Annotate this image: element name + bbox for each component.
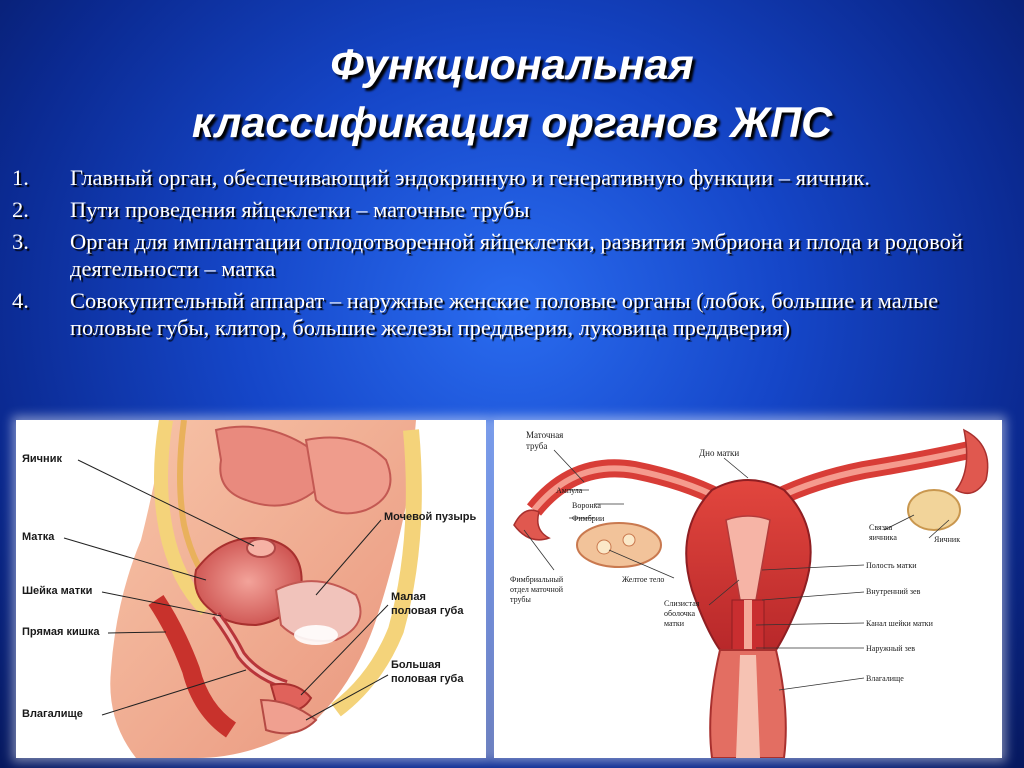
list-item <box>12 287 1012 341</box>
label-vagina: Влагалище <box>22 708 83 720</box>
label-internal-os: Внутренний зев <box>866 587 921 596</box>
label-mucosa-2: оболочка <box>664 609 696 618</box>
label-ovary: Яичник <box>22 453 62 465</box>
label-external-os: Наружный зев <box>866 644 916 653</box>
label-fimbrial-3: трубы <box>510 595 531 604</box>
label-tube-1: Маточная <box>526 430 564 440</box>
label-fimbriae: Фимбрии <box>572 514 605 523</box>
classification-list <box>12 164 1012 346</box>
list-text: Совокупительный аппарат – наружные женские половые органы (лобок, большие и малые половые губы, клитор, большие железы преддверия, луковица преддверия) <box>70 288 939 340</box>
label-labia-majora-1: Большая <box>391 659 441 671</box>
label-infundibulum: Воронка <box>572 501 601 510</box>
label-labia-minora-1: Малая <box>391 591 426 603</box>
label-vagina-right: Влагалище <box>866 674 904 683</box>
list-item <box>12 196 1012 223</box>
sagittal-section-image <box>16 420 486 758</box>
list-number: 2. <box>12 197 29 222</box>
sagittal-section-illustration <box>16 420 486 758</box>
list-number: 3. <box>12 229 29 254</box>
list-text: Орган для имплантации оплодотворенной яйцеклетки, развития эмбриона и плода и родовой деятельности – матка <box>70 229 963 281</box>
label-labia-minora-2: половая губа <box>391 605 464 617</box>
label-cervix: Шейка матки <box>22 585 93 597</box>
title-line-2: классификация органов ЖПС <box>191 99 833 147</box>
label-cervical-canal: Канал шейки матки <box>866 619 933 628</box>
list-number: 1. <box>12 165 29 190</box>
label-rectum: Прямая кишка <box>22 626 100 638</box>
label-bladder: Мочевой пузырь <box>384 511 477 523</box>
label-fundus: Дно матки <box>699 448 740 458</box>
label-labia-majora-2: половая губа <box>391 673 464 685</box>
list-text: Главный орган, обеспечивающий эндокринную и генеративную функции – яичник. <box>70 165 870 190</box>
slide-title <box>0 36 1024 152</box>
label-mucosa-3: матки <box>664 619 685 628</box>
frontal-section-image <box>494 420 1002 758</box>
label-tube-2: труба <box>526 441 548 451</box>
title-line-1: Функциональная <box>330 41 694 89</box>
label-ovary-right: Яичник <box>934 535 961 544</box>
label-fimbrial-2: отдел маточной <box>510 585 564 594</box>
list-item <box>12 164 1012 191</box>
label-fimbrial-1: Фимбриальный <box>510 575 564 584</box>
label-corpus-luteum: Желтое тело <box>622 575 665 584</box>
label-mucosa-1: Слизистая <box>664 599 700 608</box>
list-text: Пути проведения яйцеклетки – маточные трубы <box>70 197 530 222</box>
frontal-section-illustration <box>494 420 1002 758</box>
label-ligament-2: яичника <box>869 533 897 542</box>
label-cavity: Полость матки <box>866 561 917 570</box>
label-ligament-1: Связка <box>869 523 893 532</box>
list-number: 4. <box>12 288 29 313</box>
list-item <box>12 228 1012 282</box>
label-uterus: Матка <box>22 531 55 543</box>
label-ampulla: Ампула <box>556 486 583 495</box>
